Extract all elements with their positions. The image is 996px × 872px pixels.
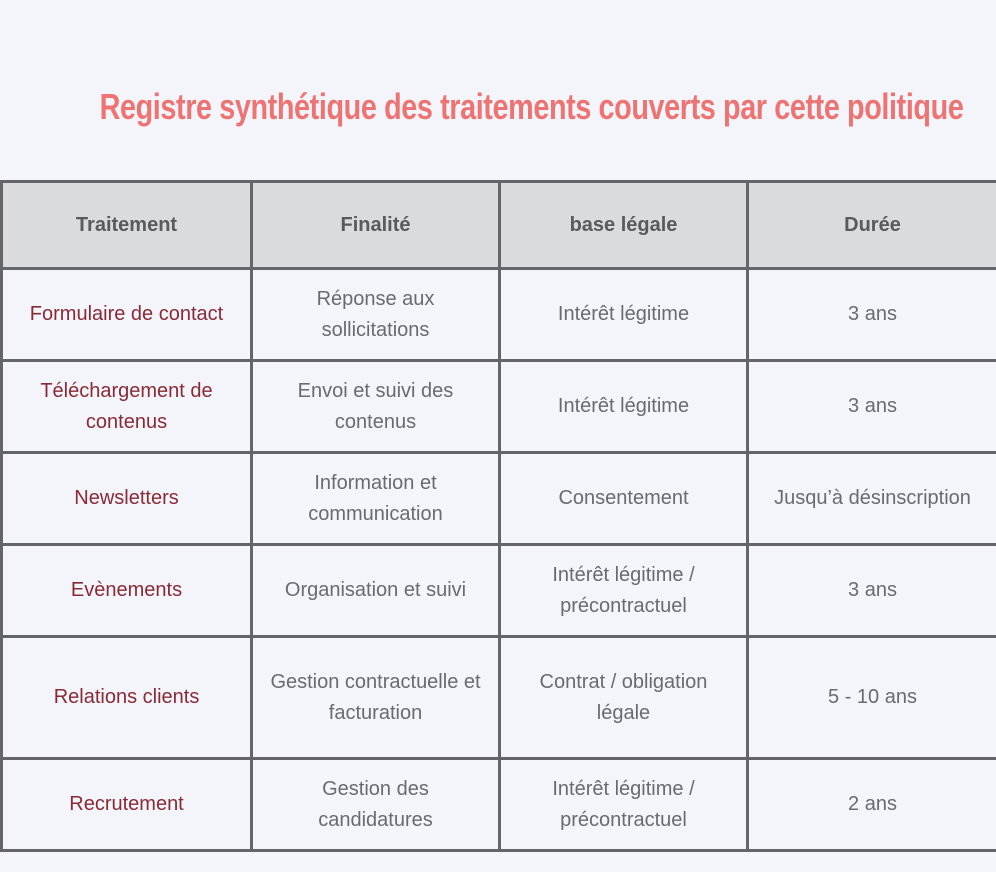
table-row — [2, 545, 996, 637]
table-row — [2, 269, 996, 361]
cell-base-legale: Intérêt légitime / précontractuel — [500, 759, 748, 851]
cell-finalite: Information et communication — [252, 453, 500, 545]
cell-duree: 5 - 10 ans — [748, 637, 996, 759]
cell-traitement: Evènements — [2, 545, 252, 637]
cell-duree: 2 ans — [748, 759, 996, 851]
cell-duree: 3 ans — [748, 361, 996, 453]
cell-duree: 3 ans — [748, 545, 996, 637]
cell-finalite: Réponse aux sollicitations — [252, 269, 500, 361]
cell-base-legale: Consentement — [500, 453, 748, 545]
table-row — [2, 759, 996, 851]
cell-base-legale: Intérêt légitime — [500, 269, 748, 361]
column-header-finalite: Finalité — [252, 182, 500, 269]
cell-traitement: Recrutement — [2, 759, 252, 851]
processing-register-table — [0, 180, 996, 852]
cell-traitement: Relations clients — [2, 637, 252, 759]
cell-base-legale: Intérêt légitime — [500, 361, 748, 453]
cell-finalite: Gestion des candidatures — [252, 759, 500, 851]
column-header-traitement: Traitement — [2, 182, 252, 269]
table-header-row — [2, 182, 996, 269]
cell-traitement: Téléchargement de contenus — [2, 361, 252, 453]
table-row — [2, 453, 996, 545]
table-row — [2, 637, 996, 759]
column-header-duree: Durée — [748, 182, 996, 269]
cell-finalite: Organisation et suivi — [252, 545, 500, 637]
cell-base-legale: Intérêt légitime / précontractuel — [500, 545, 748, 637]
table-row — [2, 361, 996, 453]
cell-finalite: Gestion contractuelle et facturation — [252, 637, 500, 759]
cell-traitement: Formulaire de contact — [2, 269, 252, 361]
cell-duree: Jusqu’à désinscription — [748, 453, 996, 545]
cell-duree: 3 ans — [748, 269, 996, 361]
column-header-base-legale: base légale — [500, 182, 748, 269]
cell-base-legale: Contrat / obligation légale — [500, 637, 748, 759]
cell-finalite: Envoi et suivi des contenus — [252, 361, 500, 453]
page-title: Registre synthétique des traitements couverts par cette politique — [99, 86, 964, 128]
cell-traitement: Newsletters — [2, 453, 252, 545]
